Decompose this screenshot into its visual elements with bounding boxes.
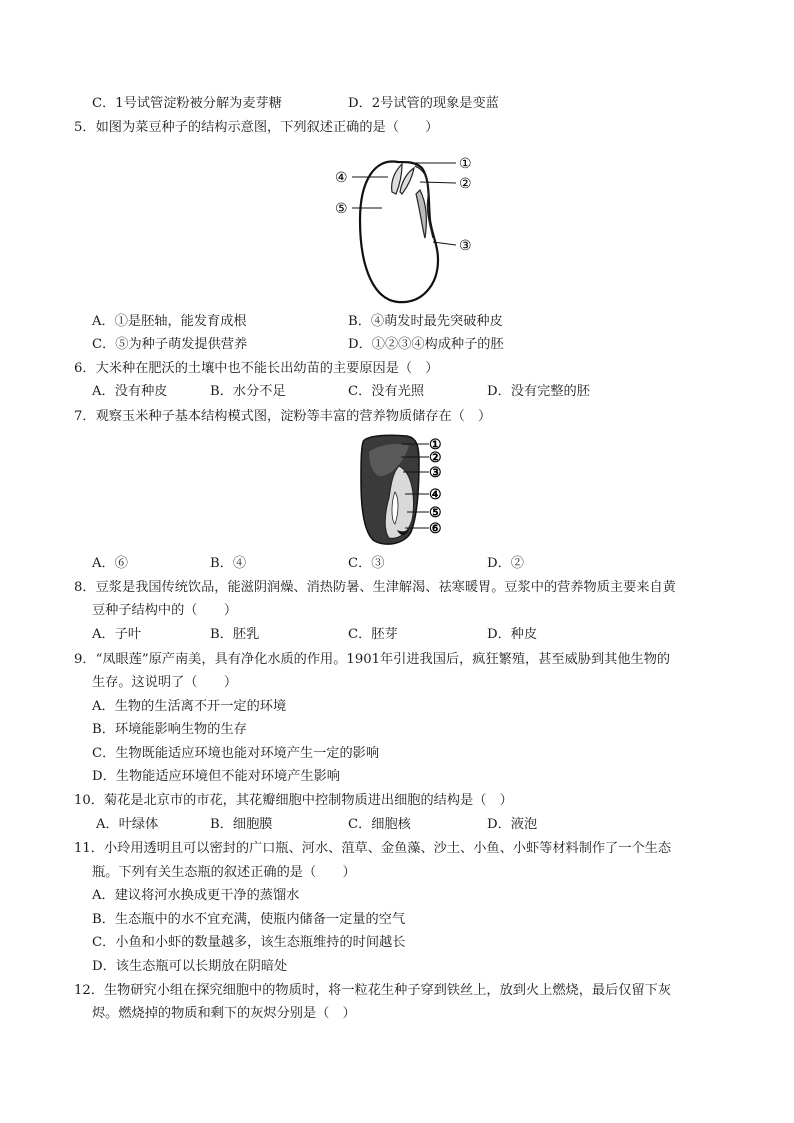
q12-stem-line1: 12．生物研究小组在探究细胞中的物质时，将一粒花生种子穿到铁丝上，放到火上燃烧，最后仅留下灰 <box>74 983 672 998</box>
q9-option-b: B．环境能影响生物的生存 <box>92 722 247 737</box>
corn-label-3: ③ <box>429 465 442 481</box>
bean-label-1: ① <box>459 156 472 172</box>
q7-option-c: C．③ <box>348 556 385 571</box>
bean-label-2: ② <box>459 176 472 192</box>
q5-option-d: D．①②③④构成种子的胚 <box>348 337 504 352</box>
q5-stem: 5．如图为菜豆种子的结构示意图，下列叙述正确的是（ ） <box>74 120 439 135</box>
q6-option-c: C．没有光照 <box>348 384 425 399</box>
q8-stem-line2: 豆种子结构中的（ ） <box>92 603 238 618</box>
q10-stem: 10．菊花是北京市的市花，其花瓣细胞中控制物质进出细胞的结构是（ ） <box>74 793 513 808</box>
q8-option-c: C．胚芽 <box>348 627 398 642</box>
bean-label-5: ⑤ <box>335 201 348 217</box>
q10-option-b: B．细胞膜 <box>210 817 273 832</box>
corn-label-6: ⑥ <box>429 521 442 537</box>
q12-stem-line2: 烬。燃烧掉的物质和剩下的灰烬分别是（ ） <box>92 1006 356 1021</box>
q7-option-d: D．② <box>487 556 524 571</box>
q10-option-d: D．液泡 <box>487 817 538 832</box>
q6-stem: 6．大米种在肥沃的土壤中也不能长出幼苗的主要原因是（ ） <box>74 361 439 376</box>
q5-option-c: C．⑤为种子萌发提供营养 <box>92 337 248 352</box>
q10-option-a: A．叶绿体 <box>96 817 159 832</box>
q9-option-a: A．生物的生活离不开一定的环境 <box>92 699 287 714</box>
q6-option-b: B．水分不足 <box>210 384 286 399</box>
q9-option-d: D．生物能适应环境但不能对环境产生影响 <box>92 769 340 784</box>
q11-stem-line2: 瓶。下列有关生态瓶的叙述正确的是（ ） <box>92 865 356 880</box>
q4-option-c: C．1号试管淀粉被分解为麦芽糖 <box>92 96 282 111</box>
q9-option-c: C．生物既能适应环境也能对环境产生一定的影响 <box>92 746 380 761</box>
q9-stem-line1: 9．“凤眼莲”原产南美，具有净化水质的作用。1901年引进我国后，疯狂繁殖，甚至威胁到其他生物的 <box>74 652 671 667</box>
q8-stem-line1: 8．豆浆是我国传统饮品，能滋阴润燥、消热防暑、生津解渴、祛寒暖胃。豆浆中的营养物质主要来自黄 <box>74 580 676 595</box>
q4-option-d: D．2号试管的现象是变蓝 <box>348 96 499 111</box>
q9-stem-line2: 生存。这说明了（ ） <box>92 675 238 690</box>
q11-option-a: A．建议将河水换成更干净的蒸馏水 <box>92 888 300 903</box>
corn-label-5: ⑤ <box>429 505 442 521</box>
corn-label-1: ① <box>429 437 442 453</box>
q11-stem-line1: 11．小玲用透明且可以密封的广口瓶、河水、菹草、金鱼藻、沙土、小鱼、小虾等材料制作了一个生态 <box>74 841 672 856</box>
q6-option-a: A．没有种皮 <box>92 384 168 399</box>
q7-option-b: B．④ <box>210 556 247 571</box>
q7-option-a: A．⑥ <box>92 556 128 571</box>
corn-seed-diagram <box>355 432 460 552</box>
q8-option-d: D．种皮 <box>487 627 538 642</box>
bean-label-4: ④ <box>335 170 348 186</box>
q10-option-c: C．细胞核 <box>348 817 411 832</box>
bean-label-3: ③ <box>459 238 472 254</box>
q11-option-c: C．小鱼和小虾的数量越多，该生态瓶维持的时间越长 <box>92 935 406 950</box>
q5-option-b: B．④萌发时最先突破种皮 <box>348 314 503 329</box>
q7-stem: 7．观察玉米种子基本结构模式图，淀粉等丰富的营养物质储存在（ ） <box>74 409 492 424</box>
q8-option-b: B．胚乳 <box>210 627 260 642</box>
q5-option-a: A．①是胚轴，能发育成根 <box>92 314 247 329</box>
corn-label-2: ② <box>429 450 442 466</box>
q8-option-a: A．子叶 <box>92 627 142 642</box>
q11-option-d: D．该生态瓶可以长期放在阴暗处 <box>92 959 288 974</box>
q6-option-d: D．没有完整的胚 <box>487 384 590 399</box>
corn-label-4: ④ <box>429 487 442 503</box>
q11-option-b: B．生态瓶中的水不宜充满，使瓶内储备一定量的空气 <box>92 912 406 927</box>
bean-seed-diagram <box>330 150 480 310</box>
